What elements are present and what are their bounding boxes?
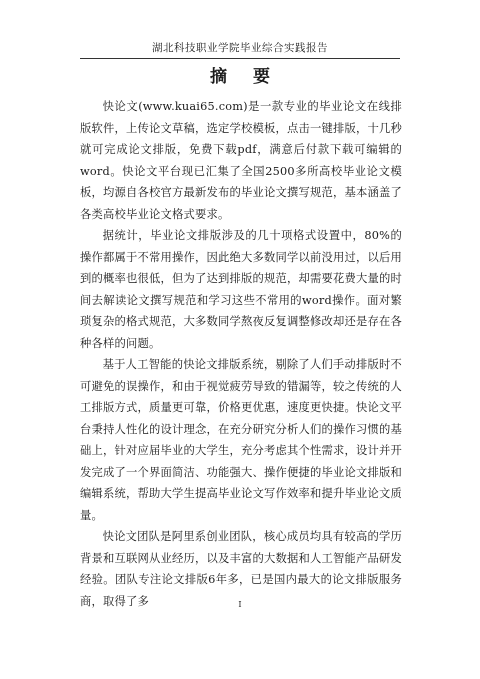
paragraph-2: 据统计，毕业论文排版涉及的几十项格式设置中，80%的操作都属于不常用操作，因此绝大多数同学以前没用过，以后用到的概率也很低，但为了达到排版的规范，却需要花费大量的时间去解读论文撰写规范和学习这些不常用的word操作。面对繁琐复杂的格式规范，大多数同学熬夜反复调整修改却还是存在各种各样的问题。 (80, 229, 402, 350)
page-header (80, 0, 400, 59)
page-title: 摘 要 (210, 67, 280, 87)
paragraph-1: 快论文(www.kuai65.com)是一款专业的毕业论文在线排版软件，上传论文草稿，选定学校模板，点击一键排版，十几秒就可完成论文排版，免费下载pdf，满意后付款下载可编辑的word。快论文平台现已汇集了全国2500多所高校毕业论文模板，均源自各校官方最新发布的毕业论文撰写规范，基本涵盖了各类高校毕业论文格式要求。 (80, 100, 402, 221)
paragraph-4: 快论文团队是阿里系创业团队，核心成员均具有较高的学历背景和互联网从业经历，以及丰富的大数据和人工智能产品研发经验。团队专注论文排版6年多，已是国内最大的论文排版服务商，取得了多 (80, 530, 402, 608)
page-number: I (238, 600, 242, 609)
paragraph-3: 基于人工智能的快论文排版系统，剔除了人们手动排版时不可避免的误操作，和由于视觉疲劳导致的错漏等，较之传统的人工排版方式，质量更可靠，价格更优惠，速度更快捷。快论文平台秉持人性化的设计理念，在充分研究分析人们的操作习惯的基础上，针对应届毕业的大学生，充分考虑其个性需求，设计并开发完成了一个界面简洁、功能强大、操作便捷的毕业论文排版和编辑系统，帮助大学生提高毕业论文写作效率和提升毕业论文质量。 (80, 358, 402, 522)
abstract-body (80, 96, 402, 612)
header-title: 湖北科技职业学院毕业综合实践报告 (152, 42, 328, 54)
